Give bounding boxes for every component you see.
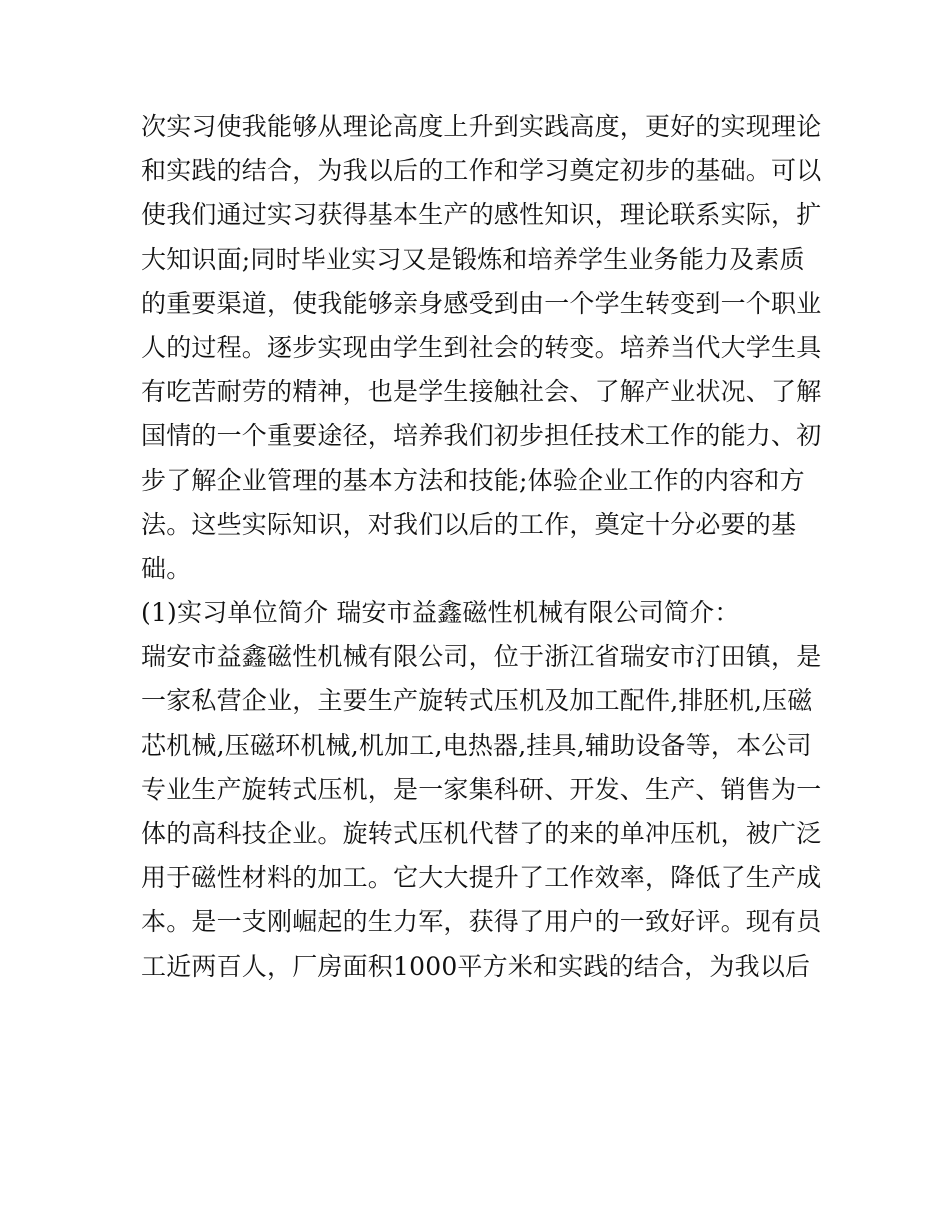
text-line: 瑞安市益鑫磁性机械有限公司，位于浙江省瑞安市汀田镇，是 xyxy=(141,642,822,672)
text-line: 本。是一支刚崛起的生力军，获得了用户的一致好评。现有员 xyxy=(141,907,822,937)
text-line: 大知识面;同时毕业实习又是锻炼和培养学生业务能力及素质 xyxy=(141,244,805,274)
text-line: 和实践的结合，为我以后的工作和学习奠定初步的基础。可以 xyxy=(141,156,822,186)
text-line: 础。 xyxy=(141,553,192,583)
text-line: 一家私营企业，主要生产旋转式压机及加工配件,排胚机,压磁 xyxy=(141,686,813,716)
text-line: 步了解企业管理的基本方法和技能;体验企业工作的内容和方 xyxy=(141,465,805,495)
text-line: 专业生产旋转式压机，是一家集科研、开发、生产、销售为一 xyxy=(141,774,822,804)
text-line: 体的高科技企业。旋转式压机代替了的来的单冲压机，被广泛 xyxy=(141,819,822,848)
text-line: 法。这些实际知识，对我们以后的工作，奠定十分必要的基 xyxy=(141,509,797,539)
text-line: 的重要渠道，使我能够亲身感受到由一个学生转变到一个职业 xyxy=(141,288,822,318)
text-line: 国情的一个重要途径，培养我们初步担任技术工作的能力、初 xyxy=(141,421,822,451)
text-line: 用于磁性材料的加工。它大大提升了工作效率，降低了生产成 xyxy=(141,863,822,893)
text-line: 工近两百人，厂房面积1000平方米和实践的结合，为我以后 xyxy=(141,951,811,981)
text-line: 次实习使我能够从理论高度上升到实践高度，更好的实现理论 xyxy=(141,112,822,141)
text-line: 有吃苦耐劳的精神，也是学生接触社会、了解产业状况、了解 xyxy=(141,377,822,407)
body-text xyxy=(141,105,821,989)
section-heading: (1)实习单位简介 瑞安市益鑫磁性机械有限公司简介： xyxy=(141,598,740,628)
text-line: 芯机械,压磁环机械,机加工,电热器,挂具,辅助设备等，本公司 xyxy=(141,730,812,760)
text-line: 使我们通过实习获得基本生产的感性知识，理论联系实际，扩 xyxy=(141,200,822,230)
text-line: 人的过程。逐步实现由学生到社会的转变。培养当代大学生具 xyxy=(141,332,822,362)
